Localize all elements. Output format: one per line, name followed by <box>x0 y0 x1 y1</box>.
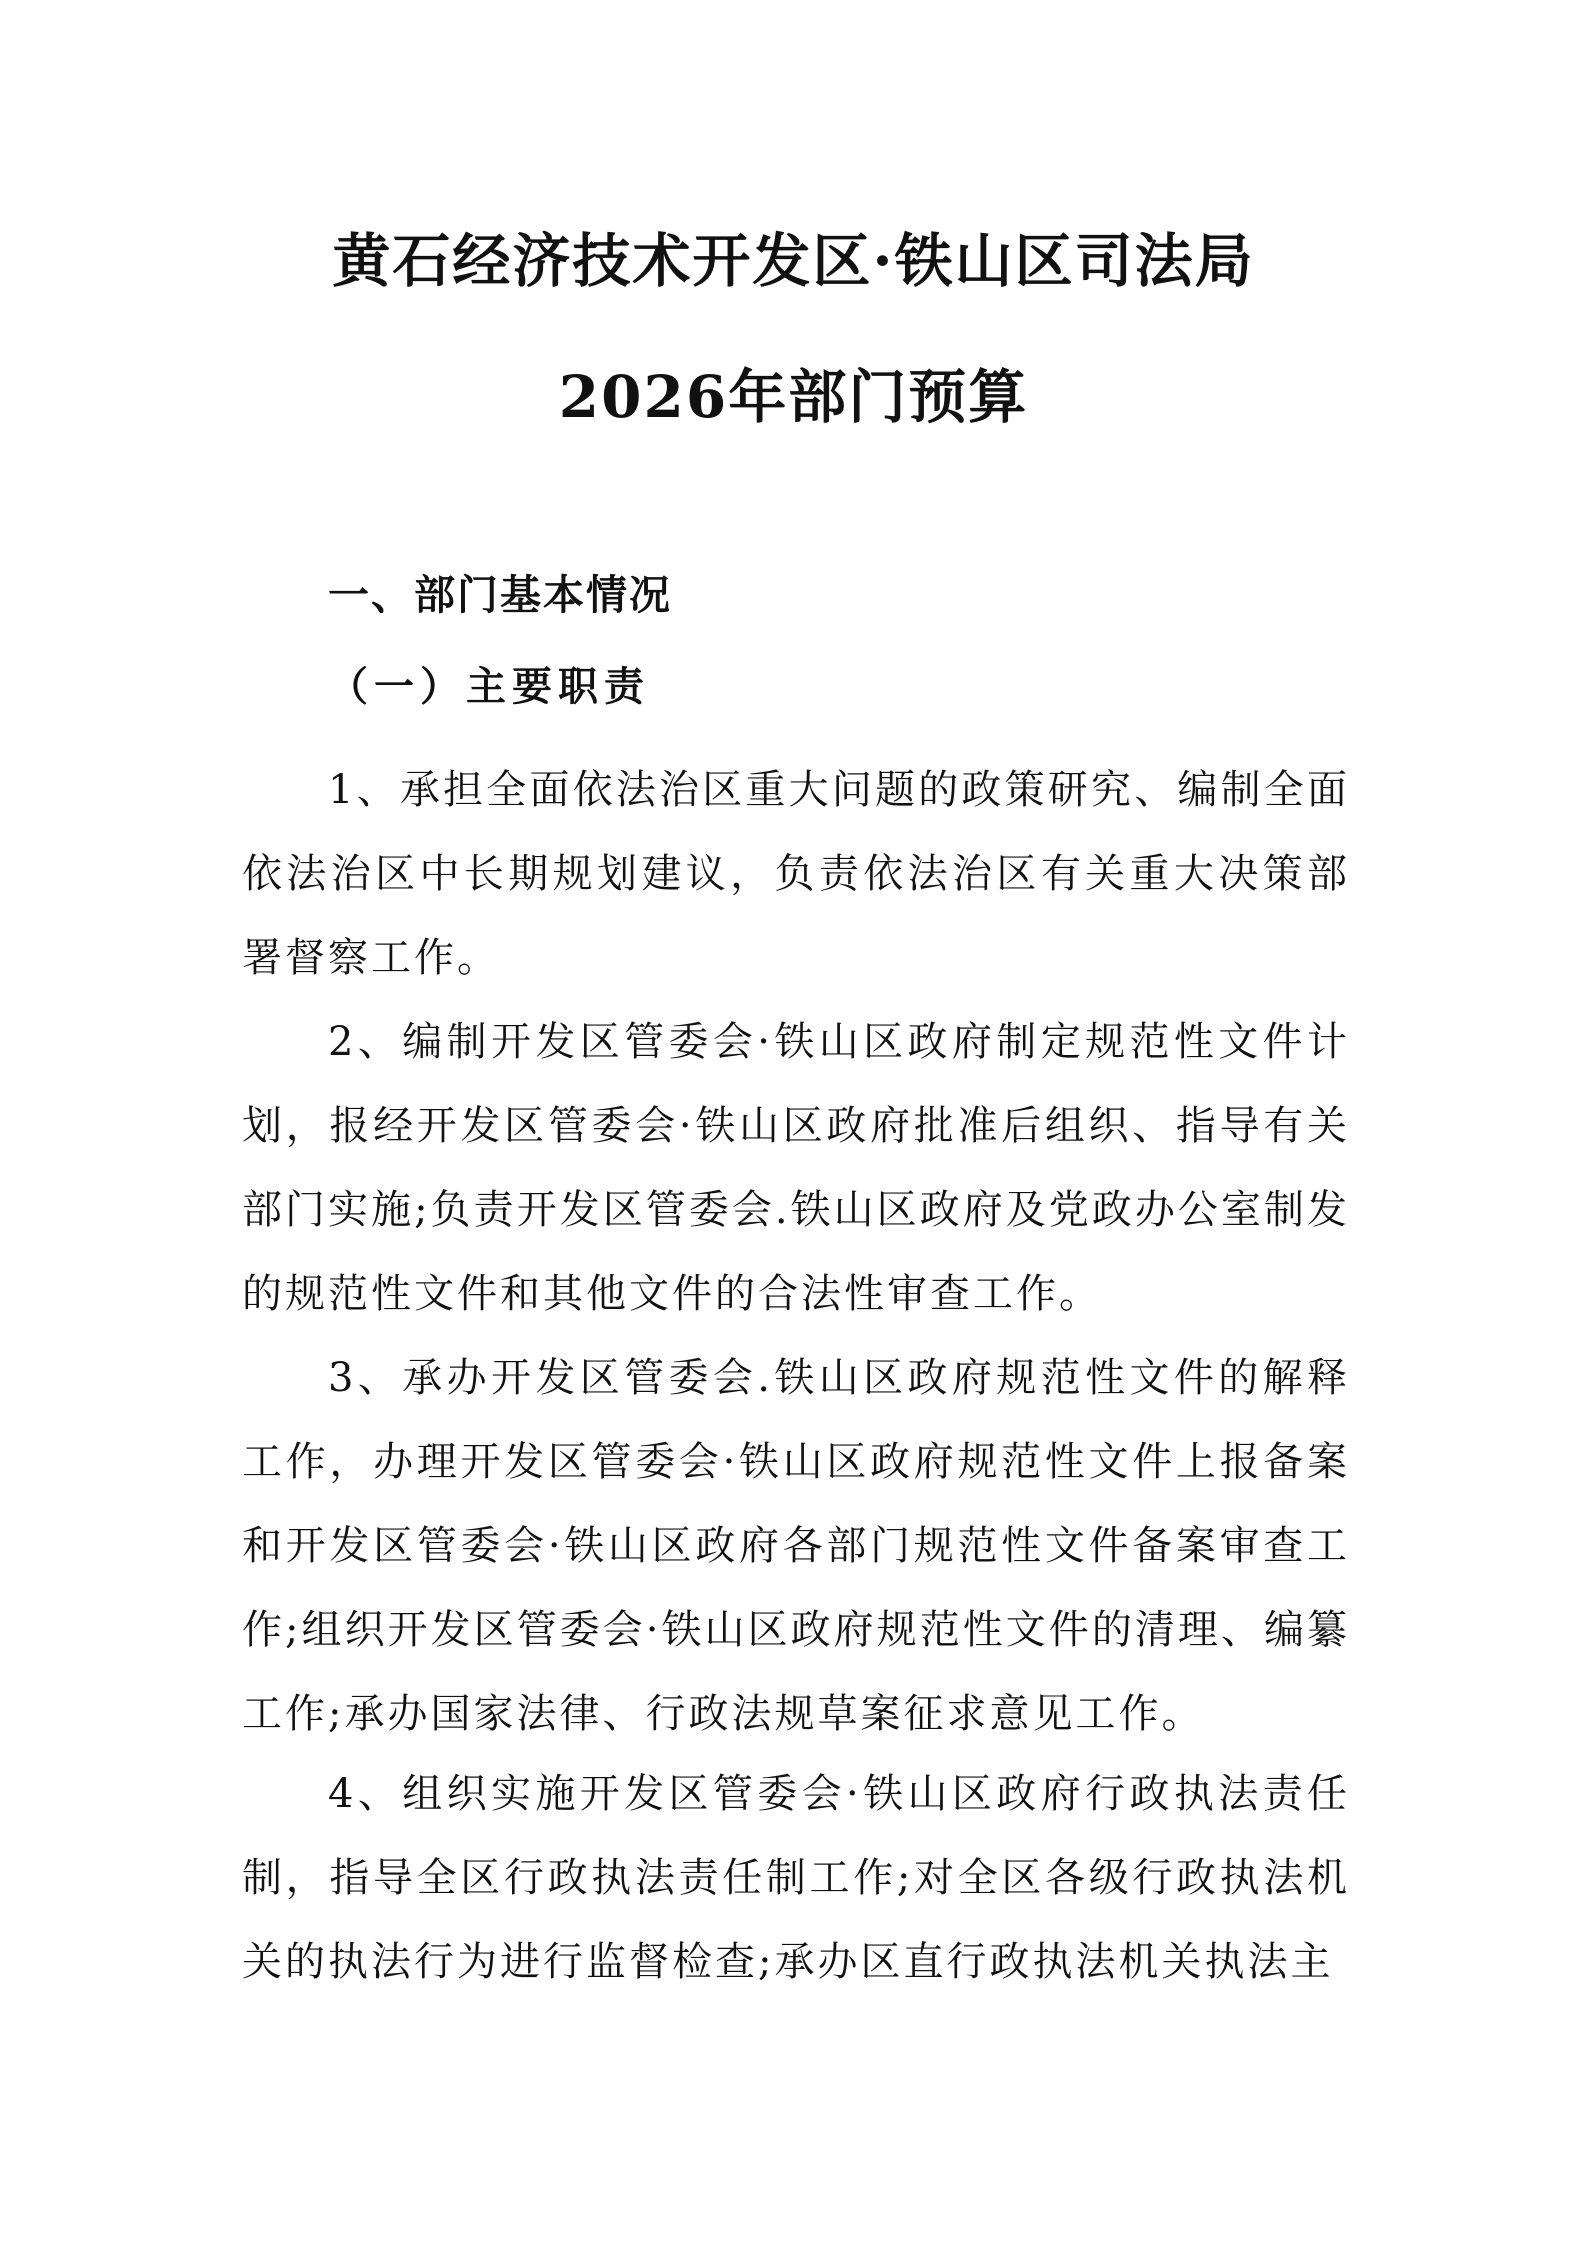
section-heading: 一、部门基本情况 <box>328 571 672 619</box>
paragraph-3: 3、承办开发区管委会.铁山区政府规范性文件的解释工作，办理开发区管委会·铁山区政府规范性文件上报备案和开发区管委会·铁山区政府各部门规范性文件备案审查工作;组织开发区管委会·铁山区政府规范性文件的清理、编纂工作;承办国家法律、行政法规草案征求意见工作。 <box>242 1355 1350 1737</box>
subsection-heading: （一）主要职责 <box>328 663 650 710</box>
paragraph-4: 4、组织实施开发区管委会·铁山区政府行政执法责任制，指导全区行政执法责任制工作;对全区各级行政执法机关的执法行为进行监督检查;承办区直行政执法机关执法主 <box>242 1771 1350 1985</box>
paragraph-1: 1、承担全面依法治区重大问题的政策研究、编制全面依法治区中长期规划建议，负责依法治区有关重大决策部署督察工作。 <box>242 767 1350 981</box>
document-title-line1: 黄石经济技术开发区·铁山区司法局 <box>332 227 1255 295</box>
paragraph-2: 2、编制开发区管委会·铁山区政府制定规范性文件计划，报经开发区管委会·铁山区政府批准后组织、指导有关部门实施;负责开发区管委会.铁山区政府及党政办公室制发的规范性文件和其他文件的合法性审查工作。 <box>242 1019 1350 1317</box>
document-title-line2: 2026年部门预算 <box>558 363 1029 431</box>
